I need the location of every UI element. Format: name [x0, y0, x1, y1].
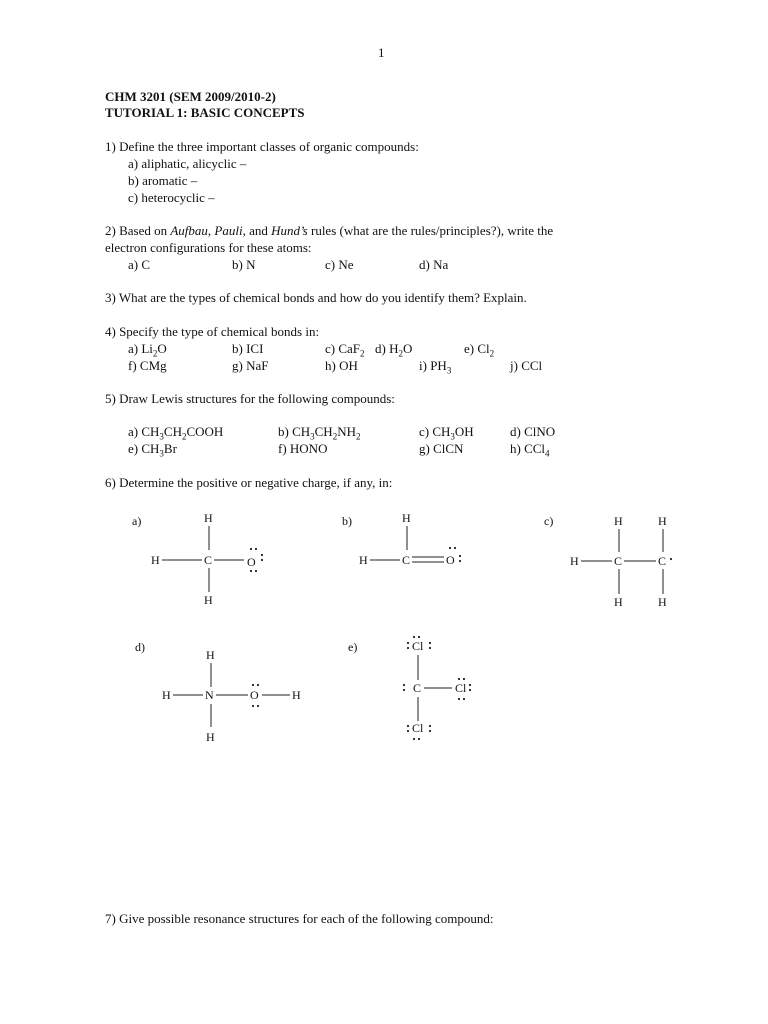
- question-2-prefix: 2) Based on: [105, 223, 171, 238]
- page-title: TUTORIAL 1: BASIC CONCEPTS: [105, 105, 305, 120]
- question-2-item-d: d) Na: [419, 257, 449, 272]
- question-4-f: f) CMg: [128, 358, 167, 373]
- atom-h: H: [206, 648, 215, 662]
- label-e: e): [348, 640, 358, 654]
- question-2-item-a: a) C: [128, 257, 151, 272]
- question-3: 3) What are the types of chemical bonds and how do you identify them? Explain.: [105, 290, 527, 305]
- atom-c: C: [614, 554, 623, 568]
- question-2-line-2: electron configurations for these atoms:: [105, 240, 312, 255]
- question-5-a: a) $CH_3CH_2COOH$: [128, 424, 224, 442]
- question-4-a: a) $Li_2O$: [128, 341, 167, 359]
- atom-h: H: [204, 593, 213, 607]
- atom-c: C: [204, 553, 213, 567]
- label-a: a): [132, 514, 142, 528]
- atom-h: H: [162, 688, 171, 702]
- question-5-c: c) $CH_3OH$: [419, 424, 474, 442]
- label-b: b): [342, 514, 352, 528]
- atom-h: H: [151, 553, 160, 567]
- question-4-b: b) ICI: [232, 341, 264, 356]
- separator: ,: [207, 223, 215, 238]
- question-5-b: b) $CH_3CH_2NH_2$: [278, 424, 361, 442]
- question-2-suffix: rules (what are the rules/principles?), write the: [307, 223, 554, 238]
- question-6: 6) Determine the positive or negative charge, if any, in:: [105, 475, 393, 490]
- question-1-a: a) aliphatic, alicyclic –: [128, 156, 247, 171]
- structure-e: [348, 636, 471, 740]
- structure-d: [135, 640, 301, 744]
- hund-rule: Hund’s: [271, 223, 308, 238]
- atom-h: H: [614, 514, 623, 528]
- question-1: 1) Define the three important classes of organic compounds:: [105, 139, 419, 154]
- question-4-g: g) NaF: [232, 358, 269, 373]
- atom-c: C: [402, 553, 411, 567]
- question-2-item-c: c) Ne: [325, 257, 354, 272]
- question-4-d: d) $H_2O$: [375, 341, 413, 359]
- atom-o: O: [446, 553, 455, 567]
- atom-h: H: [402, 511, 411, 525]
- separator: , and: [242, 223, 272, 238]
- atom-cl: Cl: [412, 721, 424, 735]
- label-d: d): [135, 640, 145, 654]
- atom-h: H: [658, 595, 667, 609]
- question-2-item-b: b) N: [232, 257, 256, 272]
- question-7: 7) Give possible resonance structures for each of the following compound:: [105, 911, 494, 926]
- atom-cl: Cl: [412, 639, 424, 653]
- question-1-b: b) aromatic –: [128, 173, 198, 188]
- atom-o: O: [247, 555, 256, 569]
- atom-h: H: [570, 554, 579, 568]
- atom-h: H: [614, 595, 623, 609]
- atom-cl: Cl: [455, 681, 467, 695]
- atom-h: H: [359, 553, 368, 567]
- question-5-g: g) ClCN: [419, 441, 464, 456]
- question-4-j: j) CCl: [510, 358, 543, 373]
- label-c: c): [544, 514, 554, 528]
- question-5-d: d) ClNO: [510, 424, 556, 439]
- question-4-h: h) OH: [325, 358, 358, 373]
- atom-h: H: [206, 730, 215, 744]
- atom-c: C: [413, 681, 422, 695]
- atom-h: H: [658, 514, 667, 528]
- atom-n: N: [205, 688, 214, 702]
- question-1-c: c) heterocyclic –: [128, 190, 215, 205]
- atom-h: H: [204, 511, 213, 525]
- question-5-e: e) $CH_3Br$: [128, 441, 177, 459]
- structure-a: [132, 511, 263, 607]
- question-4-e: e) $Cl_2$: [464, 341, 495, 359]
- question-4: 4) Specify the type of chemical bonds in:: [105, 324, 320, 339]
- question-5-h: h) CCl$_4$: [510, 441, 550, 459]
- atom-o: O: [250, 688, 259, 702]
- atom-h: H: [292, 688, 301, 702]
- aufbau-rule: Aufbau: [170, 223, 208, 238]
- page-number: 1: [378, 45, 385, 60]
- question-4-i: i) $PH_3$: [419, 358, 452, 376]
- question-4-c: c) CaF$_2$: [325, 341, 365, 359]
- atom-c: C: [658, 554, 667, 568]
- course-heading: CHM 3201 (SEM 2009/2010-2): [105, 89, 276, 104]
- structure-b: [342, 511, 461, 567]
- question-5: 5) Draw Lewis structures for the following compounds:: [105, 391, 395, 406]
- pauli-rule: Pauli: [214, 223, 243, 238]
- question-5-f: f) HONO: [278, 441, 328, 456]
- structure-c: [544, 514, 672, 609]
